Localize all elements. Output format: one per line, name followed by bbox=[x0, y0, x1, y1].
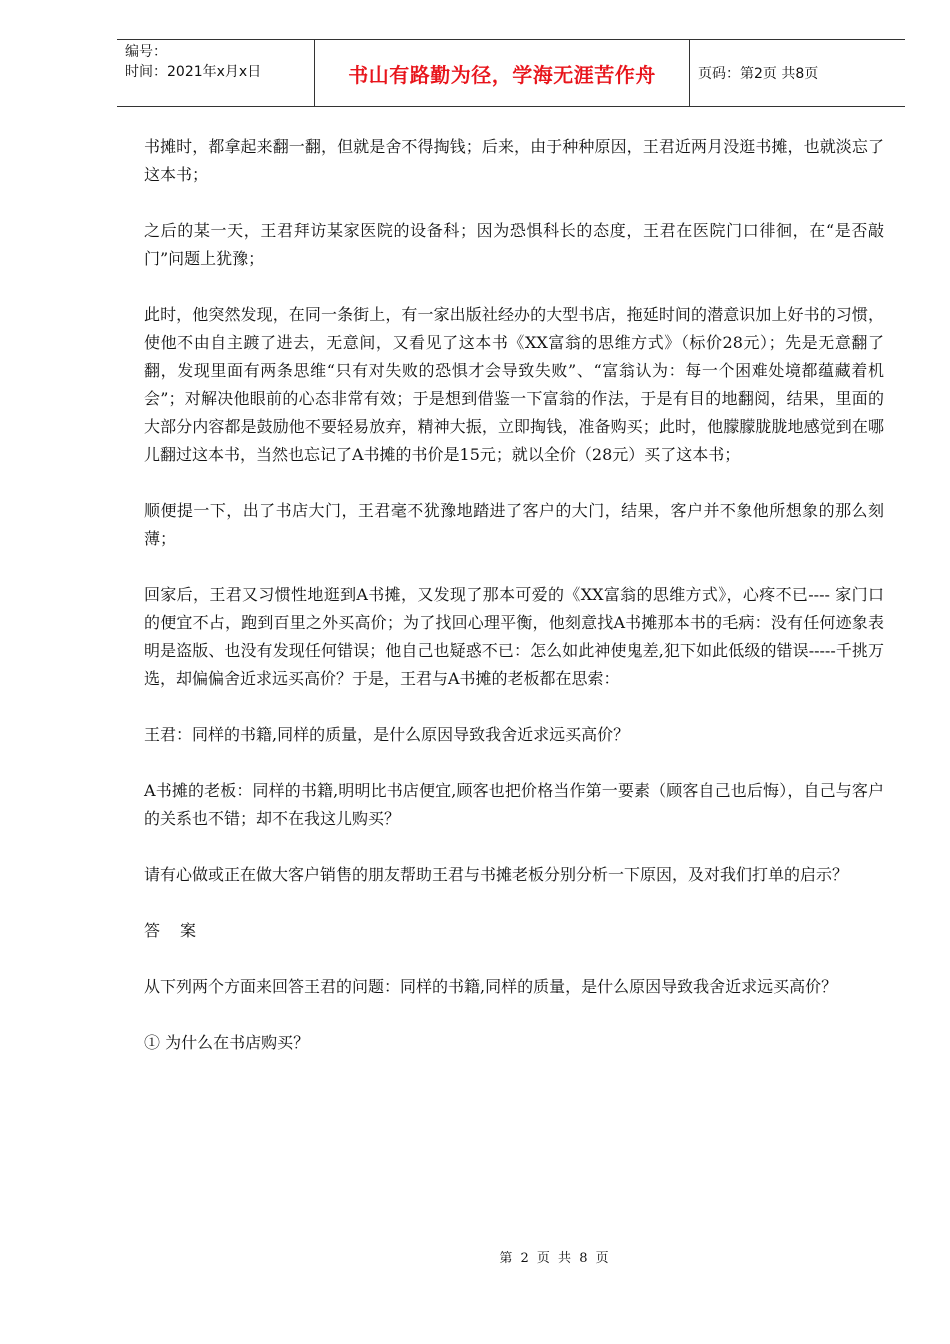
header-motto: 书山有路勤为径，学海无涯苦作舟 bbox=[315, 40, 690, 106]
document-time-label: 时间：2021年x月x日 bbox=[125, 64, 262, 80]
list-item: ① 为什么在书店购买？ bbox=[144, 1033, 310, 1052]
document-body bbox=[144, 133, 884, 1085]
paragraph: 王君：同样的书籍,同样的质量，是什么原因导致我舍近求远买高价？ bbox=[144, 725, 630, 744]
page-footer: 第 2 页 共 8 页 bbox=[499, 1251, 611, 1266]
paragraph: 之后的某一天，王君拜访某家医院的设备科；因为恐惧科长的态度，王君在医院门口徘徊，在“是否敲门”问题上犹豫； bbox=[144, 221, 884, 268]
header-meta bbox=[117, 40, 315, 106]
paragraph: 此时，他突然发现，在同一条街上，有一家出版社经办的大型书店，拖延时间的潜意识加上好书的习惯，使他不由自主踱了进去，无意间，又看见了这本书《XX富翁的思维方式》（标价28元）；先是无意翻了翻，发现里面有两条思维“只有对失败的恐惧才会导致失败”、“富翁认为：每一个困难处境都蕴藏着机会”；对解决他眼前的心态非常有效；于是想到借鉴一下富翁的作法，于是有目的地翻阅，结果，里面的大部分内容都是鼓励他不要轻易放弃，精神大振，立即掏钱，准备购买；此时，他朦朦胧胧地感觉到在哪儿翻过这本书，当然也忘记了A书摊的书价是15元；就以全价（28元）买了这本书； bbox=[144, 305, 884, 464]
paragraph: 书摊时，都拿起来翻一翻，但就是舍不得掏钱；后来，由于种种原因，王君近两月没逛书摊，也就淡忘了这本书； bbox=[144, 137, 884, 184]
paragraph: 请有心做或正在做大客户销售的朋友帮助王君与书摊老板分别分析一下原因，及对我们打单的启示？ bbox=[144, 865, 849, 884]
paragraph: 从下列两个方面来回答王君的问题：同样的书籍,同样的质量，是什么原因导致我舍近求远买高价？ bbox=[144, 977, 838, 996]
document-number-label: 编号： bbox=[125, 44, 167, 60]
paragraph: 顺便提一下，出了书店大门，王君毫不犹豫地踏进了客户的大门，结果，客户并不象他所想象的那么刻薄； bbox=[144, 501, 884, 548]
paragraph: A书摊的老板：同样的书籍,明明比书店便宜,顾客也把价格当作第一要素（顾客自己也后悔），自己与客户的关系也不错；却不在我这儿购买？ bbox=[144, 781, 884, 828]
paragraph: 回家后，王君又习惯性地逛到A书摊，又发现了那本可爱的《XX富翁的思维方式》，心疼不已---- 家门口的便宜不占，跑到百里之外买高价；为了找回心理平衡，他刻意找A书摊那本书的毛病：没有任何迹象表明是盗版、也没有发现任何错误；他自己也疑惑不已：怎么如此神使鬼差,犯下如此低级的错误-----千挑万选，却偏偏舍近求远买高价？于是，王君与A书摊的老板都在思索： bbox=[144, 585, 884, 688]
page-header bbox=[117, 39, 905, 107]
answer-heading: 答案 bbox=[144, 921, 217, 940]
header-page-info: 页码：第2页 共8页 bbox=[698, 66, 819, 82]
